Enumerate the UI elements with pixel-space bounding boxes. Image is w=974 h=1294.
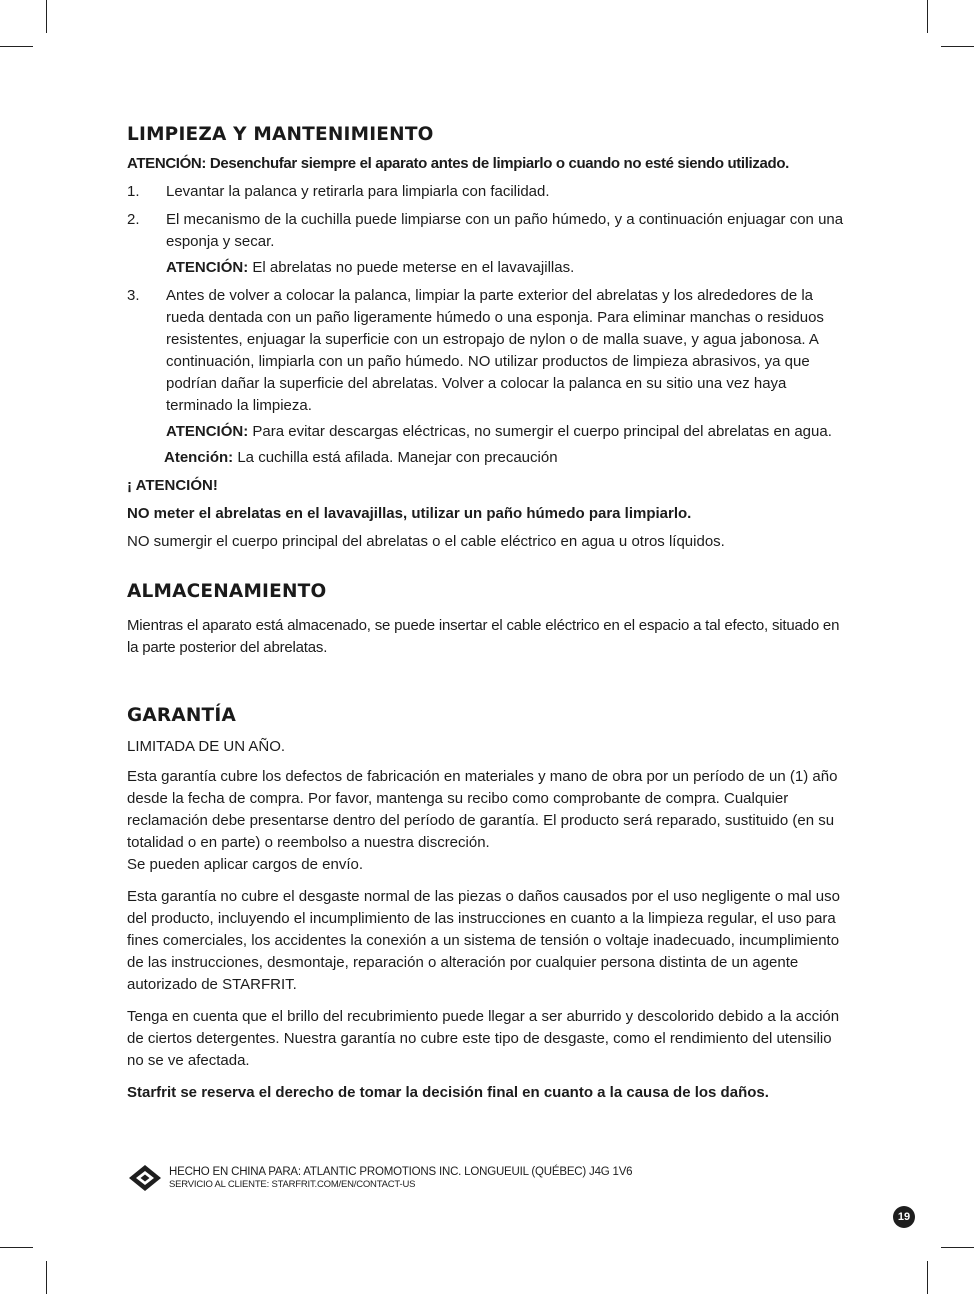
alert-title: ¡ ATENCIÓN! (127, 477, 218, 494)
note-text: El abrelatas no puede meterse en el lavavajillas. (248, 259, 575, 276)
warranty-paragraph: Esta garantía no cubre el desgaste normal de las piezas o daños causados por el uso negligente o mal uso del producto, incluyendo el incumplimiento de las instrucciones en cuanto a la limpieza regular, el uso para fines comerciales, los accidentes la conexión a un sistema de tensión o voltaje inadecuado, incumplimiento de las instrucciones, desmontaje, reparación o alteración por cualquier persona distinta de un agente autorizado de STARFRIT. (127, 888, 840, 993)
step-note (164, 447, 845, 469)
crop-mark (46, 0, 47, 33)
footer (127, 1163, 632, 1193)
step-number: 2. (127, 211, 140, 228)
list-item (127, 285, 845, 469)
warranty-subtitle: LIMITADA DE UN AÑO. (127, 738, 286, 755)
step-note (166, 257, 845, 279)
crop-mark (941, 46, 974, 47)
list-item (127, 209, 845, 279)
step-text: El mecanismo de la cuchilla puede limpiarse con un paño húmedo, y a continuación enjuagar con una esponja y secar. (166, 211, 844, 250)
step-number: 3. (127, 287, 140, 304)
crop-mark (927, 1261, 928, 1294)
page-content (127, 124, 845, 1104)
storage-section (127, 581, 845, 659)
starfrit-logo-icon (127, 1163, 163, 1193)
crop-mark (0, 46, 33, 47)
crop-mark (941, 1247, 974, 1248)
storage-title: ALMACENAMIENTO (127, 581, 327, 602)
cleaning-warning: ATENCIÓN: Desenchufar siempre el aparato antes de limpiarlo o cuando no esté siendo utilizado. (127, 155, 789, 172)
footer-line: HECHO EN CHINA PARA: ATLANTIC PROMOTIONS INC. LONGUEUIL (QUÉBEC) J4G 1V6 (169, 1166, 633, 1178)
cleaning-title: LIMPIEZA Y MANTENIMIENTO (127, 124, 434, 145)
warranty-paragraph: Se pueden aplicar cargos de envío. (127, 856, 363, 873)
step-text: Antes de volver a colocar la palanca, limpiar la parte exterior del abrelatas y los alrededores de la rueda dentada con un paño ligeramente húmedo o una esponja. Para eliminar manchas o residuos resistentes, enjuagar la superficie con un estropajo de nylon o de malla suave, y agua jabonosa. A continuación, limpiarla con un paño húmedo. NO utilizar productos de limpieza abrasivos, ya que podrían dañar la superficie del abrelatas. Volver a colocar la palanca en su sitio una vez haya terminado la limpieza. (166, 287, 824, 414)
footer-line: SERVICIO AL CLIENTE: STARFRIT.COM/EN/CONTACT-US (169, 1179, 416, 1190)
crop-mark (46, 1261, 47, 1294)
step-number: 1. (127, 183, 140, 200)
cleaning-section (127, 124, 845, 553)
note-label: ATENCIÓN: (166, 423, 249, 440)
warranty-section (127, 705, 845, 1104)
warranty-paragraph: Tenga en cuenta que el brillo del recubrimiento puede llegar a ser aburrido y descolorido debido a la acción de ciertos detergentes. Nuestra garantía no cubre este tipo de desgaste, como el rendimiento del utensilio no se ve afectada. (127, 1008, 840, 1069)
crop-mark (0, 1247, 33, 1248)
step-text: Levantar la palanca y retirarla para limpiarla con facilidad. (166, 183, 550, 200)
step-note (166, 421, 845, 443)
note-text: La cuchilla está afilada. Manejar con precaución (233, 449, 558, 466)
page-number: 19 (893, 1206, 915, 1228)
note-text: Para evitar descargas eléctricas, no sumergir el cuerpo principal del abrelatas en agua. (248, 423, 832, 440)
alert-bold: NO meter el abrelatas en el lavavajillas, utilizar un paño húmedo para limpiarlo. (127, 505, 692, 522)
list-item (127, 181, 845, 203)
warranty-title: GARANTÍA (127, 705, 236, 726)
note-label: Atención: (164, 449, 234, 466)
note-label: ATENCIÓN: (166, 259, 249, 276)
cleaning-steps (127, 181, 845, 469)
footer-text (169, 1165, 632, 1191)
crop-mark (927, 0, 928, 33)
alert-text: NO sumergir el cuerpo principal del abrelatas o el cable eléctrico en agua u otros líquidos. (127, 533, 725, 550)
storage-text: Mientras el aparato está almacenado, se puede insertar el cable eléctrico en el espacio a tal efecto, situado en la parte posterior del abrelatas. (127, 617, 840, 656)
warranty-paragraph: Esta garantía cubre los defectos de fabricación en materiales y mano de obra por un período de un (1) año desde la fecha de compra. Por favor, mantenga su recibo como comprobante de compra. Cualquier reclamación debe presentarse dentro del período de garantía. El producto será reparado, sustituido (en su totalidad o en parte) o reembolso a nuestra discreción. (127, 768, 838, 851)
warranty-final: Starfrit se reserva el derecho de tomar la decisión final en cuanto a la causa de los daños. (127, 1084, 769, 1101)
